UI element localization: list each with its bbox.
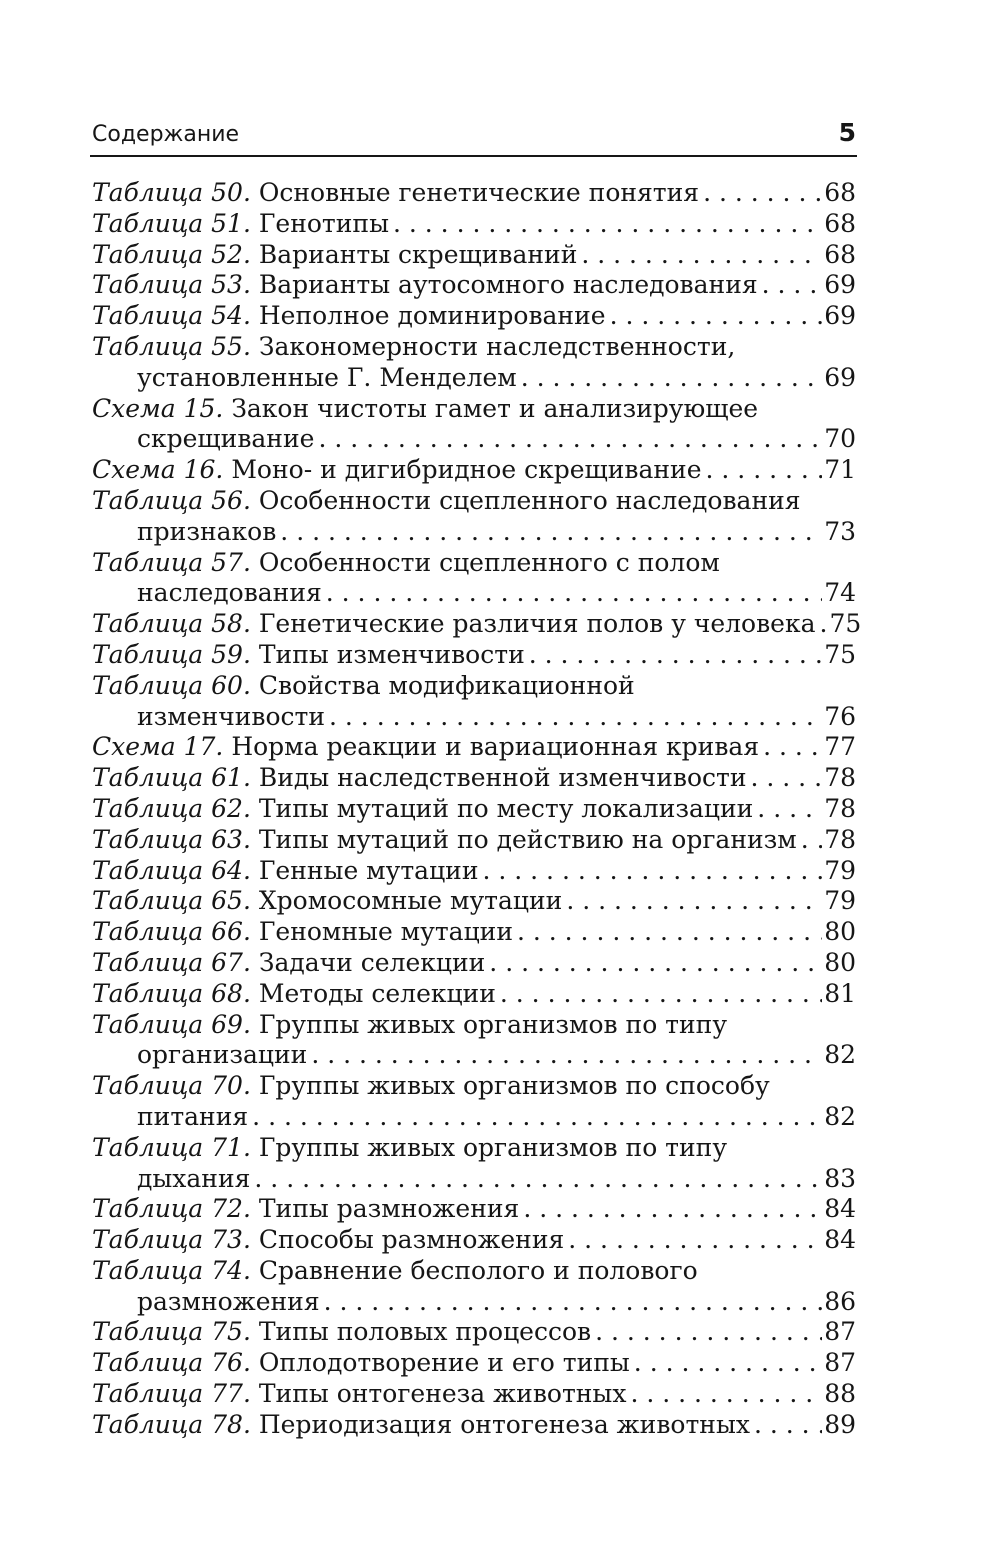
toc-entry-label: Таблица 54. (92, 301, 251, 331)
toc-entry-title: Типы размножения (258, 1194, 520, 1224)
toc-entry-label: Таблица 50. (92, 178, 251, 207)
toc-entry (92, 1348, 856, 1379)
toc-entry-page-number: 75 (824, 639, 856, 669)
toc-entry-page-number: 82 (824, 1101, 856, 1131)
toc-entry-title-continued: размножения (137, 1286, 320, 1316)
toc-entry-title-continued: организации (137, 1040, 308, 1070)
toc-entry-label: Таблица 53. (92, 270, 251, 300)
toc-entry-line-continued (92, 517, 856, 548)
dot-leader (595, 1317, 822, 1348)
toc-entry-line-continued (92, 424, 856, 455)
toc-entry-label: Таблица 65. (92, 886, 251, 916)
dot-leader (489, 948, 822, 979)
toc-entry-label: Таблица 55. (92, 331, 251, 361)
dot-leader (706, 455, 823, 486)
toc-entry-page-number: 83 (824, 1163, 856, 1193)
toc-entry-title: Свойства модификационной (258, 670, 635, 700)
dot-leader (820, 609, 828, 640)
toc-entry-title: Неполное доминирование (258, 301, 606, 331)
toc-entry-page-number: 82 (824, 1040, 856, 1070)
toc-entry-line (92, 825, 856, 856)
toc-entry-page-number: 80 (824, 917, 856, 947)
toc-entry-page-number: 87 (824, 1348, 856, 1378)
toc-entry-line (92, 1071, 856, 1102)
toc-entry-title: Особенности сцепленного наследования (258, 485, 801, 515)
toc-entry-title-continued: дыхания (137, 1163, 251, 1193)
toc-entry-line (92, 394, 856, 425)
toc-entry (92, 1410, 856, 1441)
toc-entry-label: Таблица 77. (92, 1379, 251, 1409)
toc-entry (92, 209, 856, 240)
dot-leader (763, 732, 822, 763)
toc-entry-title: Генные мутации (258, 855, 479, 885)
dot-leader (500, 979, 822, 1010)
toc-entry-label: Таблица 64. (92, 855, 251, 885)
toc-entry (92, 301, 856, 332)
toc-entry-line (92, 1410, 856, 1441)
toc-entry-page-number: 78 (824, 824, 856, 854)
dot-leader (610, 301, 823, 332)
toc-entry-page-number: 75 (829, 609, 862, 639)
toc-entry-line (92, 332, 856, 363)
toc-entry-page-number: 84 (824, 1194, 856, 1224)
toc-entry-page-number: 81 (824, 978, 856, 1008)
toc-entry-title: Типы половых процессов (258, 1317, 592, 1347)
dot-leader (517, 917, 822, 948)
toc-entry-line (92, 640, 856, 671)
toc-entry-line (92, 270, 856, 301)
toc-entry (92, 640, 856, 671)
toc-entry-title: Виды наследственной изменчивости (258, 763, 747, 793)
toc-entry-line (92, 794, 856, 825)
toc-entry-page-number: 74 (824, 578, 856, 608)
toc-entry-label: Таблица 78. (92, 1409, 251, 1439)
toc-entry-label: Таблица 58. (92, 609, 251, 639)
toc-entry-label: Таблица 66. (92, 917, 251, 947)
dot-leader (329, 702, 822, 733)
toc-entry-title: Варианты аутосомного наследования (258, 270, 758, 300)
toc-entry-label: Таблица 63. (92, 824, 251, 854)
toc-entry-label: Таблица 62. (92, 793, 251, 823)
toc-entry-title: Оплодотворение и его типы (258, 1348, 630, 1378)
toc-entry-page-number: 84 (824, 1225, 856, 1255)
dot-leader (801, 825, 822, 856)
dot-leader (311, 1040, 822, 1071)
toc-entry-page-number: 77 (824, 732, 856, 762)
toc-entry-line (92, 301, 856, 332)
toc-entry-line-continued (92, 1164, 856, 1195)
toc-entry-line-continued (92, 578, 856, 609)
toc-entry (92, 548, 856, 610)
dot-leader (252, 1102, 822, 1133)
toc-entry-line (92, 609, 862, 640)
toc-entry-line (92, 1225, 856, 1256)
dot-leader (568, 1225, 822, 1256)
toc-entry (92, 794, 856, 825)
toc-entry-line (92, 1194, 856, 1225)
toc-entry (92, 856, 856, 887)
toc-entry (92, 917, 856, 948)
dot-leader (630, 1379, 822, 1410)
toc-entry-page-number: 86 (824, 1286, 856, 1316)
toc-entry-line (92, 178, 856, 209)
toc-entry-label: Схема 17. (92, 732, 224, 762)
toc-entry-title-continued: питания (137, 1101, 249, 1131)
toc-entry-label: Таблица 74. (92, 1255, 251, 1285)
toc-entry-page-number: 68 (824, 239, 856, 269)
toc-entry-line (92, 856, 856, 887)
toc-entry-title: Задачи селекции (258, 947, 486, 977)
toc-entry-page-number: 69 (824, 270, 856, 300)
toc-entry-title: Варианты скрещиваний (258, 239, 578, 269)
toc-entry-page-number: 89 (824, 1409, 856, 1439)
toc-entry-title-continued: установленные Г. Менделем (137, 362, 517, 392)
toc-entry (92, 886, 856, 917)
toc-entry-label: Схема 15. (92, 393, 224, 423)
dot-leader (754, 1410, 822, 1441)
toc-entry-page-number: 73 (824, 516, 856, 546)
toc-entry-line-continued (92, 1040, 856, 1071)
toc-entry-line (92, 455, 856, 486)
toc-entry-line (92, 486, 856, 517)
toc-entry-label: Схема 16. (92, 455, 224, 485)
toc-entry-label: Таблица 70. (92, 1071, 251, 1101)
toc-entry-line (92, 979, 856, 1010)
toc-entry-title: Методы селекции (258, 978, 496, 1008)
dot-leader (762, 270, 823, 301)
toc-entry-title: Способы размножения (258, 1225, 565, 1255)
toc-entry-title: Группы живых организмов по способу (258, 1071, 770, 1101)
toc-entry-label: Таблица 76. (92, 1348, 251, 1378)
dot-leader (566, 886, 822, 917)
toc-entry-title: Генотипы (258, 208, 389, 238)
toc-entry-page-number: 78 (824, 763, 856, 793)
toc-entry-label: Таблица 51. (92, 208, 251, 238)
dot-leader (393, 209, 822, 240)
toc-entry-line (92, 1256, 856, 1287)
toc-entry-label: Таблица 71. (92, 1132, 251, 1162)
toc-entry (92, 1071, 856, 1133)
toc-entry (92, 178, 856, 209)
toc-entry-title: Геномные мутации (258, 917, 513, 947)
toc-entry-page-number: 76 (824, 701, 856, 731)
toc-entry-label: Таблица 57. (92, 547, 251, 577)
dot-leader (523, 1194, 822, 1225)
toc-entry-title: Генетические различия полов у человека (258, 609, 816, 639)
toc-entry-title: Моно- и дигибридное скрещивание (231, 455, 702, 485)
toc-entry-title: Типы мутаций по месту локализации (258, 793, 754, 823)
dot-leader (280, 517, 822, 548)
toc-entry-title: Особенности сцепленного с полом (258, 547, 720, 577)
toc-entry-page-number: 79 (824, 855, 856, 885)
toc-entry-title: Типы онтогенеза животных (258, 1379, 627, 1409)
toc-entry-page-number: 68 (824, 178, 856, 207)
toc-entry-label: Таблица 61. (92, 763, 251, 793)
dot-leader (581, 240, 822, 271)
dot-leader (324, 1287, 823, 1318)
page-header (90, 120, 856, 154)
toc-entry-label: Таблица 69. (92, 1009, 251, 1039)
toc-entry-title: Группы живых организмов по типу (258, 1009, 728, 1039)
toc-entry-line-continued (92, 702, 856, 733)
toc-entry-line (92, 1379, 856, 1410)
dot-leader (254, 1164, 822, 1195)
toc-entry (92, 1379, 856, 1410)
toc-entry-label: Таблица 72. (92, 1194, 251, 1224)
toc-entry-line (92, 886, 856, 917)
toc-entry-page-number: 78 (824, 793, 856, 823)
toc-entry (92, 609, 862, 640)
toc-entry-title: Группы живых организмов по типу (258, 1132, 728, 1162)
toc-entry-label: Таблица 73. (92, 1225, 251, 1255)
dot-leader (521, 363, 823, 394)
dot-leader (634, 1348, 822, 1379)
toc-entry-line (92, 209, 856, 240)
toc-entry (92, 240, 856, 271)
toc-entry-line-continued (92, 363, 856, 394)
toc-entry-label: Таблица 67. (92, 947, 251, 977)
toc-entry (92, 1317, 856, 1348)
dot-leader (318, 424, 822, 455)
toc-entry-page-number: 80 (824, 947, 856, 977)
toc-entry (92, 1225, 856, 1256)
toc-entry (92, 825, 856, 856)
toc-entry-page-number: 88 (824, 1379, 856, 1409)
dot-leader (757, 794, 822, 825)
toc-entry (92, 1256, 856, 1318)
toc-entry-title: Хромосомные мутации (258, 886, 563, 916)
toc-entry (92, 671, 856, 733)
toc-entry (92, 1194, 856, 1225)
dot-leader (703, 178, 822, 209)
toc-entry-title-continued: наследования (137, 578, 322, 608)
toc-entry-line (92, 948, 856, 979)
toc-entry (92, 1133, 856, 1195)
toc-entry (92, 763, 856, 794)
toc-entry-title: Сравнение бесполого и полового (258, 1255, 698, 1285)
page-number: 5 (838, 118, 856, 147)
toc-entry-label: Таблица 60. (92, 670, 251, 700)
dot-leader (482, 856, 822, 887)
toc-entry-line (92, 917, 856, 948)
toc-entry-line (92, 240, 856, 271)
table-of-contents (92, 178, 862, 1441)
toc-entry-line-continued (92, 1287, 856, 1318)
running-head-title: Содержание (92, 122, 240, 147)
toc-entry-label: Таблица 52. (92, 239, 251, 269)
toc-entry-title-continued: скрещивание (137, 424, 315, 454)
toc-entry-label: Таблица 59. (92, 639, 251, 669)
toc-entry (92, 486, 856, 548)
toc-entry-line (92, 763, 856, 794)
toc-entry-title: Типы изменчивости (258, 639, 525, 669)
toc-entry (92, 1010, 856, 1072)
toc-entry-title: Периодизация онтогенеза животных (258, 1409, 750, 1439)
toc-entry-page-number: 79 (824, 886, 856, 916)
toc-entry-line (92, 1317, 856, 1348)
dot-leader (529, 640, 822, 671)
toc-entry-title: Закон чистоты гамет и анализирующее (231, 393, 759, 423)
header-rule (90, 155, 857, 157)
toc-entry-line (92, 732, 856, 763)
toc-entry-page-number: 87 (824, 1317, 856, 1347)
toc-entry (92, 732, 856, 763)
toc-entry-page-number: 68 (824, 208, 856, 238)
toc-entry (92, 332, 856, 394)
toc-entry-line (92, 1133, 856, 1164)
toc-entry-title: Основные генетические понятия (258, 178, 700, 207)
toc-entry-page-number: 71 (824, 455, 856, 485)
toc-entry-line (92, 1010, 856, 1041)
toc-entry-label: Таблица 75. (92, 1317, 251, 1347)
toc-entry-title-continued: изменчивости (137, 701, 326, 731)
toc-entry-title: Закономерности наследственности, (258, 331, 736, 361)
toc-entry (92, 270, 856, 301)
toc-entry (92, 948, 856, 979)
toc-entry-title: Норма реакции и вариационная кривая (231, 732, 760, 762)
dot-leader (326, 578, 822, 609)
toc-entry-line (92, 1348, 856, 1379)
toc-entry-title-continued: признаков (137, 516, 277, 546)
dot-leader (751, 763, 823, 794)
toc-entry-title: Типы мутаций по действию на организм (258, 824, 797, 854)
toc-entry-label: Таблица 56. (92, 485, 251, 515)
toc-entry-page-number: 69 (824, 301, 856, 331)
toc-entry-label: Таблица 68. (92, 978, 251, 1008)
toc-entry-line (92, 671, 856, 702)
toc-entry-page-number: 70 (824, 424, 856, 454)
toc-entry-line-continued (92, 1102, 856, 1133)
toc-entry (92, 979, 856, 1010)
toc-entry-line (92, 548, 856, 579)
toc-entry (92, 455, 856, 486)
toc-entry (92, 394, 856, 456)
toc-entry-page-number: 69 (824, 362, 856, 392)
